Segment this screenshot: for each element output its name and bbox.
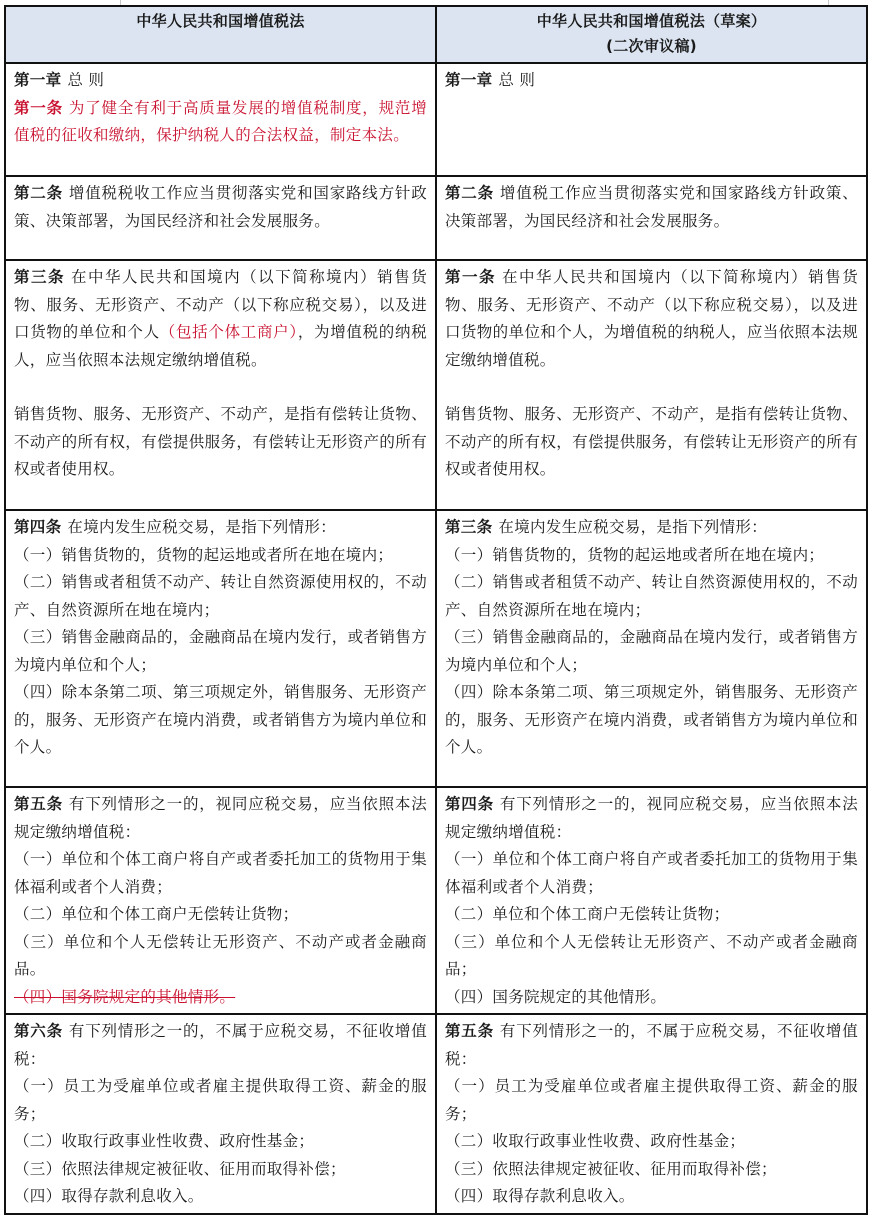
right-cell [436,1014,867,1214]
list-item: （二）收取行政事业性收费、政府性基金； [445,1132,746,1150]
article-text: 增值税税收工作应当贯彻落实党和国家路线方针政策、决策部署，为国民经济和社会发展服务。 [14,184,427,230]
left-cell [5,787,436,1014]
list-item: （四）取得存款利息收入。 [14,1187,204,1205]
article [14,1018,427,1073]
article-text: 有下列情形之一的，视同应税交易，应当依照本法规定缴纳增值税： [14,795,427,841]
list-item: （三）销售金融商品的，金融商品在境内发行，或者销售方为境内单位和个人； [14,628,427,674]
article-label: 第一条 [14,98,63,117]
list-item: （二）销售或者租赁不动产、转让自然资源使用权的，不动产、自然资源所在地在境内； [14,573,427,619]
article-text-continued: ，为增值税的纳税人，应当依照本法规定缴纳增值税。 [14,323,427,369]
article [445,791,858,846]
list-item: （二）收取行政事业性收费、政府性基金； [14,1132,315,1150]
article-label: 第三条 [14,268,66,286]
table-row [5,260,867,510]
right-column-subtitle: (二次审议稿) [606,37,697,55]
left-cell [5,260,436,510]
table-row [5,787,867,1014]
article-text: 在中华人民共和国境内（以下简称境内）销售货物、服务、无形资产、不动产（以下称应税交易），以及进口货物的单位和个人，为增值税的纳税人，应当依照本法规定缴纳增值税。 [445,268,858,369]
list-item: （一）单位和个体工商户将自产或者委托加工的货物用于集体福利或者个人消费； [14,850,427,896]
chapter-heading [14,67,427,95]
article-label: 第五条 [445,1022,494,1040]
list-item: （一）单位和个体工商户将自产或者委托加工的货物用于集体福利或者个人消费； [445,850,858,896]
list-item: （三）销售金融商品的，金融商品在境内发行，或者销售方为境内单位和个人； [445,628,858,674]
article [14,264,427,374]
article-text: 在境内发生应税交易，是指下列情形： [67,518,337,536]
article-paragraph: 销售货物、服务、无形资产、不动产，是指有偿转让货物、不动产的所有权，有偿提供服务，有偿转让无形资产的所有权或者使用权。 [445,405,858,478]
article [445,264,858,374]
list-item: （一）员工为受雇单位或者雇主提供取得工资、薪金的服务； [14,1077,427,1123]
article-text: 在中华人民共和国境内（以下简称境内）销售货物、服务、无形资产、不动产（以下称应税交易），以及进口货物的单位和个人 [14,268,427,341]
comparison-table [4,5,868,1215]
list-item: （三）单位和个人无偿转让无形资产、不动产或者金融商品。 [14,932,427,978]
left-cell [5,176,436,260]
article-text: 有下列情形之一的，不属于应税交易，不征收增值税： [445,1022,858,1068]
chapter-title: 总 则 [67,71,105,89]
deleted-list-item: （四）国务院规定的其他情形。 [14,987,236,1006]
list-item: （三）依照法律规定被征收、征用而取得补偿； [14,1159,346,1178]
chapter-label: 第一章 [14,71,62,89]
article-label: 第三条 [445,518,493,536]
list-item: （一）销售货物的，货物的起运地或者所在地在境内； [445,545,825,564]
right-column-title: 中华人民共和国增值税法（草案） [536,12,767,30]
list-item: （四）国务院规定的其他情形。 [445,987,667,1006]
article [445,1018,858,1073]
inserted-text: （包括个体工商户） [159,323,298,341]
article-text: 有下列情形之一的，不属于应税交易，不征收增值税： [14,1022,427,1068]
article [14,180,427,235]
table-row [5,176,867,260]
table-row [5,510,867,787]
right-cell [436,260,867,510]
article-label: 第二条 [14,184,63,202]
article-label: 第二条 [445,184,494,202]
right-cell [436,787,867,1014]
article [14,791,427,846]
list-item: （三）依照法律规定被征收、征用而取得补偿； [445,1159,777,1178]
left-column-header [5,6,436,63]
article [445,514,858,542]
article-label: 第四条 [14,518,62,536]
left-cell [5,1014,436,1214]
article-label: 第五条 [14,795,63,813]
article-paragraph: 销售货物、服务、无形资产、不动产，是指有偿转让货物、不动产的所有权，有偿提供服务，有偿转让无形资产的所有权或者使用权。 [14,405,427,478]
right-cell [436,176,867,260]
table-row [5,1014,867,1214]
paragraph-gap [445,374,858,401]
left-cell [5,510,436,787]
left-column-title: 中华人民共和国增值税法 [136,12,305,30]
paragraph-gap [14,374,427,401]
chapter-label: 第一章 [445,71,493,89]
article-label: 第四条 [445,795,494,813]
article [445,180,858,235]
article [14,514,427,542]
list-item: （四）取得存款利息收入。 [445,1187,635,1205]
right-column-header [436,6,867,63]
list-item: （四）除本条第二项、第三项规定外，销售服务、无形资产的，服务、无形资产在境内消费，或者销售方为境内单位和个人。 [14,683,427,756]
list-item: （二）销售或者租赁不动产、转让自然资源使用权的，不动产、自然资源所在地在境内； [445,573,858,619]
list-item: （一）员工为受雇单位或者雇主提供取得工资、薪金的服务； [445,1077,858,1123]
list-item: （四）除本条第二项、第三项规定外，销售服务、无形资产的，服务、无形资产在境内消费，或者销售方为境内单位和个人。 [445,683,858,756]
article-text: 为了健全有利于高质量发展的增值税制度，规范增值税的征收和缴纳，保护纳税人的合法权益，制定本法。 [14,98,427,144]
left-cell [5,63,436,176]
right-cell [436,510,867,787]
list-item: （三）单位和个人无偿转让无形资产、不动产或者金融商品； [445,932,858,978]
table-row [5,63,867,176]
article-text: 在境内发生应税交易，是指下列情形： [498,518,768,536]
table-header-row [5,6,867,63]
new-article [14,95,427,150]
article-text: 增值税工作应当贯彻落实党和国家路线方针政策、决策部署，为国民经济和社会发展服务。 [445,184,858,230]
right-cell [436,63,867,176]
chapter-heading [445,67,858,95]
list-item: （二）单位和个体工商户无偿转让货物； [14,905,299,923]
list-item: （二）单位和个体工商户无偿转让货物； [445,905,730,923]
article-text: 有下列情形之一的，视同应税交易，应当依照本法规定缴纳增值税： [445,795,858,841]
list-item: （一）销售货物的，货物的起运地或者所在地在境内； [14,545,394,564]
article-label: 第一条 [445,268,497,286]
article-label: 第六条 [14,1022,63,1040]
chapter-title: 总 则 [498,71,536,89]
